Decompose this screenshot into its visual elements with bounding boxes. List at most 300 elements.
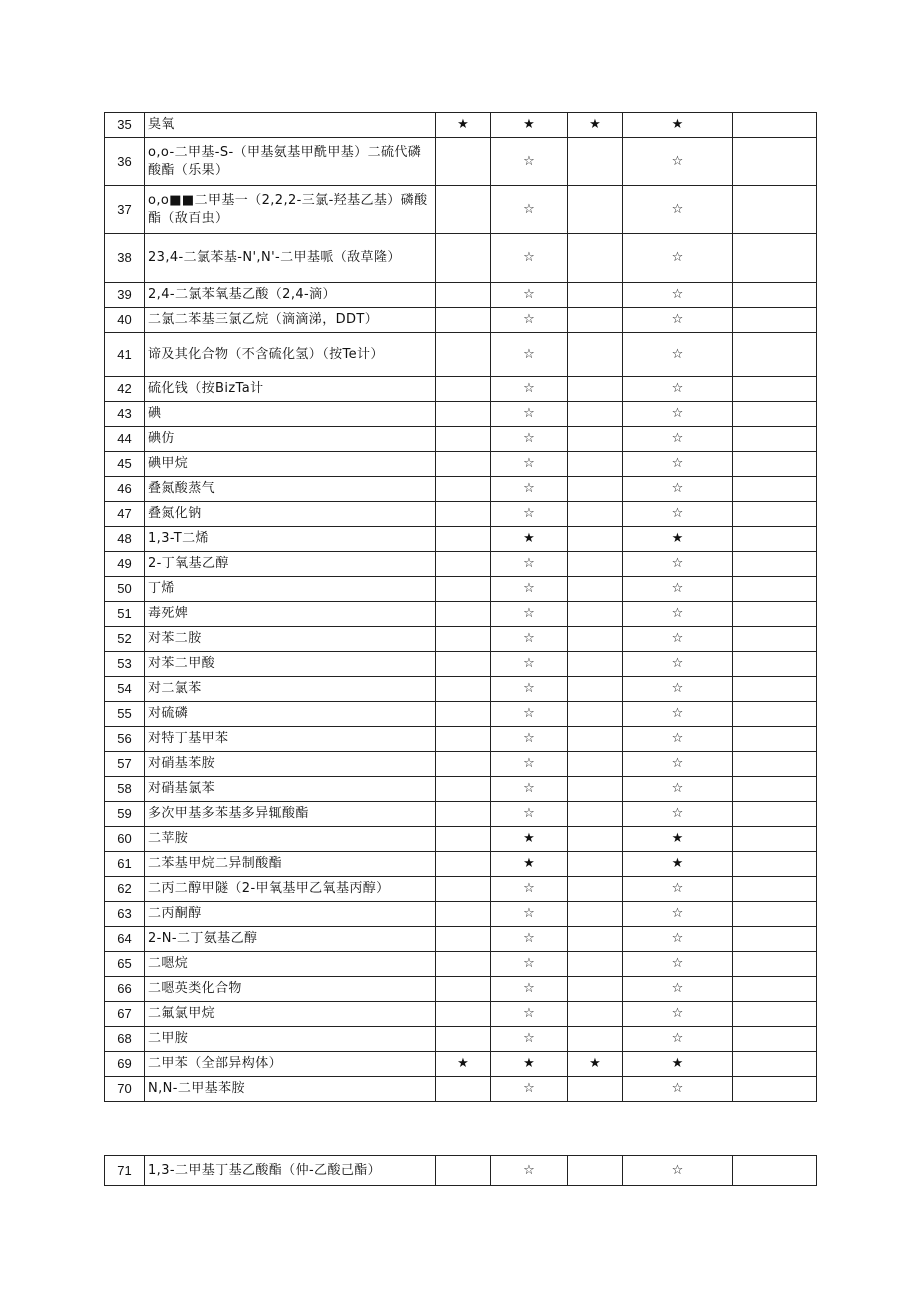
row-number bbox=[105, 602, 145, 627]
substance-name-text: 2-丁氧基乙醇 bbox=[148, 556, 229, 571]
row-number-text: 37 bbox=[117, 201, 132, 217]
mark-cell bbox=[568, 577, 623, 602]
mark-cell bbox=[623, 802, 733, 827]
empty-cell bbox=[733, 308, 817, 333]
mark-cell bbox=[623, 877, 733, 902]
substance-name bbox=[145, 234, 436, 283]
outline-star-icon: ☆ bbox=[671, 881, 684, 896]
mark-cell bbox=[623, 1052, 733, 1077]
row-number-text: 44 bbox=[117, 431, 132, 446]
outline-star-icon: ☆ bbox=[523, 756, 535, 771]
table-row bbox=[105, 527, 817, 552]
mark-cell bbox=[491, 877, 568, 902]
substance-name-text: 二嗯英类化合物 bbox=[148, 981, 242, 996]
mark-cell bbox=[623, 113, 733, 138]
mark-cell bbox=[568, 802, 623, 827]
substance-name-text: 2,4-二氯苯氧基乙酸（2,4-滴） bbox=[148, 287, 336, 302]
mark-cell bbox=[623, 1002, 733, 1027]
filled-star-icon: ★ bbox=[671, 117, 684, 132]
mark-cell bbox=[568, 752, 623, 777]
outline-star-icon: ☆ bbox=[523, 456, 535, 471]
mark-cell bbox=[623, 902, 733, 927]
row-number-text: 67 bbox=[117, 1006, 132, 1021]
outline-star-icon: ☆ bbox=[671, 631, 684, 646]
mark-cell bbox=[623, 777, 733, 802]
outline-star-icon: ☆ bbox=[523, 706, 535, 721]
substance-name-text: 叠氮酸蒸气 bbox=[148, 481, 216, 496]
mark-cell bbox=[568, 602, 623, 627]
substance-name-text: 二氟氯甲烷 bbox=[148, 1006, 216, 1021]
substance-name bbox=[145, 827, 436, 852]
table-row bbox=[105, 927, 817, 952]
table-row bbox=[105, 377, 817, 402]
row-number bbox=[105, 627, 145, 652]
outline-star-icon: ☆ bbox=[523, 906, 535, 921]
mark-cell bbox=[568, 552, 623, 577]
empty-cell bbox=[733, 377, 817, 402]
mark-cell bbox=[568, 427, 623, 452]
table-row bbox=[105, 138, 817, 186]
filled-star-icon: ★ bbox=[457, 1056, 469, 1071]
substance-name-text: 叠氮化钠 bbox=[148, 506, 202, 521]
substance-name-text: N,N-二甲基苯胺 bbox=[148, 1081, 245, 1096]
outline-star-icon: ☆ bbox=[523, 881, 535, 896]
mark-cell bbox=[623, 727, 733, 752]
row-number bbox=[105, 677, 145, 702]
mark-cell bbox=[491, 477, 568, 502]
mark-cell bbox=[491, 377, 568, 402]
mark-cell bbox=[491, 113, 568, 138]
mark-cell bbox=[436, 1156, 491, 1186]
substance-name-text: o,o■■二甲基一（2,2,2-三氯-羟基乙基）磷酸酯（敌百虫） bbox=[148, 192, 428, 226]
row-number bbox=[105, 1027, 145, 1052]
substance-name bbox=[145, 902, 436, 927]
row-number bbox=[105, 502, 145, 527]
mark-cell bbox=[568, 877, 623, 902]
substance-name-text: 谛及其化合物（不含硫化氢）（按Te计） bbox=[148, 346, 384, 362]
row-number-text: 65 bbox=[117, 956, 132, 971]
substance-name-text: 23,4-二氯苯基-N',N'-二甲基哌（敌草隆） bbox=[148, 250, 401, 265]
mark-cell bbox=[568, 283, 623, 308]
substance-name bbox=[145, 427, 436, 452]
outline-star-icon: ☆ bbox=[671, 456, 684, 471]
substance-name-text: 丁烯 bbox=[148, 581, 175, 596]
mark-cell bbox=[436, 752, 491, 777]
mark-cell bbox=[491, 802, 568, 827]
row-number bbox=[105, 777, 145, 802]
table-row bbox=[105, 1027, 817, 1052]
row-number bbox=[105, 283, 145, 308]
outline-star-icon: ☆ bbox=[671, 381, 684, 396]
empty-cell bbox=[733, 652, 817, 677]
mark-cell bbox=[491, 234, 568, 283]
mark-cell bbox=[491, 952, 568, 977]
mark-cell bbox=[491, 427, 568, 452]
mark-cell bbox=[436, 902, 491, 927]
mark-cell bbox=[568, 452, 623, 477]
outline-star-icon: ☆ bbox=[523, 556, 535, 571]
substance-name bbox=[145, 852, 436, 877]
mark-cell bbox=[568, 727, 623, 752]
filled-star-icon: ★ bbox=[457, 117, 469, 132]
table-row bbox=[105, 677, 817, 702]
row-number bbox=[105, 138, 145, 186]
mark-cell bbox=[436, 952, 491, 977]
mark-cell bbox=[436, 602, 491, 627]
mark-cell bbox=[436, 1002, 491, 1027]
substance-name bbox=[145, 308, 436, 333]
substance-name bbox=[145, 927, 436, 952]
outline-star-icon: ☆ bbox=[671, 806, 684, 821]
substance-name bbox=[145, 602, 436, 627]
empty-cell bbox=[733, 452, 817, 477]
mark-cell bbox=[568, 902, 623, 927]
row-number-text: 39 bbox=[117, 287, 132, 302]
mark-cell bbox=[568, 1156, 623, 1186]
mark-cell bbox=[436, 308, 491, 333]
empty-cell bbox=[733, 138, 817, 186]
empty-cell bbox=[733, 977, 817, 1002]
filled-star-icon: ★ bbox=[523, 117, 535, 132]
row-number-text: 38 bbox=[117, 250, 132, 265]
mark-cell bbox=[436, 1077, 491, 1102]
table-row bbox=[105, 402, 817, 427]
mark-cell bbox=[623, 977, 733, 1002]
table-row bbox=[105, 234, 817, 283]
mark-cell bbox=[436, 977, 491, 1002]
mark-cell bbox=[623, 1156, 733, 1186]
substance-name bbox=[145, 552, 436, 577]
substance-name bbox=[145, 952, 436, 977]
substance-name bbox=[145, 652, 436, 677]
mark-cell bbox=[568, 186, 623, 234]
mark-cell bbox=[623, 138, 733, 186]
mark-cell bbox=[568, 702, 623, 727]
row-number bbox=[105, 186, 145, 234]
row-number-text: 49 bbox=[117, 556, 132, 571]
substance-name-text: 对苯二胺 bbox=[148, 631, 202, 646]
substance-name bbox=[145, 577, 436, 602]
mark-cell bbox=[491, 677, 568, 702]
mark-cell bbox=[623, 377, 733, 402]
outline-star-icon: ☆ bbox=[671, 406, 684, 421]
outline-star-icon: ☆ bbox=[671, 312, 684, 327]
mark-cell bbox=[623, 452, 733, 477]
mark-cell bbox=[491, 627, 568, 652]
substance-name bbox=[145, 802, 436, 827]
substance-name-text: 碘甲烷 bbox=[148, 456, 189, 471]
table-row bbox=[105, 1002, 817, 1027]
outline-star-icon: ☆ bbox=[523, 981, 535, 996]
table-row bbox=[105, 952, 817, 977]
mark-cell bbox=[623, 677, 733, 702]
mark-cell bbox=[491, 1027, 568, 1052]
substance-name-text: 二甲胺 bbox=[148, 1031, 189, 1046]
empty-cell bbox=[733, 777, 817, 802]
row-number-text: 46 bbox=[117, 481, 132, 496]
mark-cell bbox=[436, 527, 491, 552]
mark-cell bbox=[436, 877, 491, 902]
mark-cell bbox=[568, 977, 623, 1002]
continued-table bbox=[104, 1155, 817, 1186]
mark-cell bbox=[436, 777, 491, 802]
row-number-text: 70 bbox=[117, 1081, 132, 1096]
filled-star-icon: ★ bbox=[671, 856, 684, 871]
mark-cell bbox=[623, 602, 733, 627]
mark-cell bbox=[623, 652, 733, 677]
row-number-text: 64 bbox=[117, 931, 132, 946]
empty-cell bbox=[733, 234, 817, 283]
table-row bbox=[105, 752, 817, 777]
row-number bbox=[105, 927, 145, 952]
mark-cell bbox=[436, 627, 491, 652]
mark-cell bbox=[436, 186, 491, 234]
outline-star-icon: ☆ bbox=[523, 381, 535, 396]
mark-cell bbox=[491, 1156, 568, 1186]
empty-cell bbox=[733, 502, 817, 527]
mark-cell bbox=[623, 308, 733, 333]
mark-cell bbox=[491, 1052, 568, 1077]
table-row bbox=[105, 652, 817, 677]
substance-name bbox=[145, 727, 436, 752]
row-number-text: 42 bbox=[117, 381, 132, 396]
mark-cell bbox=[491, 452, 568, 477]
table-row bbox=[105, 1052, 817, 1077]
substance-name bbox=[145, 1052, 436, 1077]
row-number-text: 51 bbox=[117, 606, 132, 621]
empty-cell bbox=[733, 552, 817, 577]
outline-star-icon: ☆ bbox=[671, 706, 684, 721]
substance-name bbox=[145, 627, 436, 652]
outline-star-icon: ☆ bbox=[523, 287, 535, 302]
substance-name-text: 二苹胺 bbox=[148, 831, 189, 846]
mark-cell bbox=[491, 1002, 568, 1027]
mark-cell bbox=[568, 927, 623, 952]
row-number bbox=[105, 752, 145, 777]
mark-cell bbox=[436, 283, 491, 308]
outline-star-icon: ☆ bbox=[523, 1081, 535, 1096]
row-number bbox=[105, 652, 145, 677]
mark-cell bbox=[568, 1052, 623, 1077]
mark-cell bbox=[623, 952, 733, 977]
table-row bbox=[105, 308, 817, 333]
empty-cell bbox=[733, 627, 817, 652]
mark-cell bbox=[436, 552, 491, 577]
row-number bbox=[105, 427, 145, 452]
mark-cell bbox=[623, 527, 733, 552]
outline-star-icon: ☆ bbox=[671, 606, 684, 621]
mark-cell bbox=[491, 308, 568, 333]
row-number bbox=[105, 552, 145, 577]
empty-cell bbox=[733, 283, 817, 308]
outline-star-icon: ☆ bbox=[523, 806, 535, 821]
filled-star-icon: ★ bbox=[589, 1056, 601, 1071]
table-row bbox=[105, 877, 817, 902]
mark-cell bbox=[491, 333, 568, 377]
substance-name bbox=[145, 1077, 436, 1102]
mark-cell bbox=[436, 727, 491, 752]
empty-cell bbox=[733, 527, 817, 552]
substance-name bbox=[145, 877, 436, 902]
substance-name bbox=[145, 702, 436, 727]
mark-cell bbox=[623, 402, 733, 427]
row-number bbox=[105, 234, 145, 283]
mark-cell bbox=[623, 702, 733, 727]
empty-cell bbox=[733, 877, 817, 902]
substance-name bbox=[145, 113, 436, 138]
table-row bbox=[105, 427, 817, 452]
empty-cell bbox=[733, 333, 817, 377]
substance-name bbox=[145, 1156, 436, 1186]
table-row bbox=[105, 502, 817, 527]
substance-name-text: 对特丁基甲苯 bbox=[148, 731, 229, 746]
outline-star-icon: ☆ bbox=[523, 1162, 535, 1178]
outline-star-icon: ☆ bbox=[671, 201, 684, 217]
mark-cell bbox=[491, 727, 568, 752]
mark-cell bbox=[568, 234, 623, 283]
row-number bbox=[105, 113, 145, 138]
table-row bbox=[105, 577, 817, 602]
mark-cell bbox=[623, 752, 733, 777]
row-number-text: 48 bbox=[117, 531, 132, 546]
filled-star-icon: ★ bbox=[523, 1056, 535, 1071]
outline-star-icon: ☆ bbox=[523, 1031, 535, 1046]
mark-cell bbox=[568, 652, 623, 677]
mark-cell bbox=[436, 852, 491, 877]
empty-cell bbox=[733, 1156, 817, 1186]
mark-cell bbox=[491, 283, 568, 308]
substance-name bbox=[145, 1002, 436, 1027]
table-row bbox=[105, 477, 817, 502]
empty-cell bbox=[733, 827, 817, 852]
substance-name bbox=[145, 138, 436, 186]
row-number bbox=[105, 827, 145, 852]
outline-star-icon: ☆ bbox=[523, 656, 535, 671]
empty-cell bbox=[733, 802, 817, 827]
substance-name-text: 二丙酮醇 bbox=[148, 906, 202, 921]
substance-name-text: 1,3-T二烯 bbox=[148, 531, 209, 546]
table-row bbox=[105, 186, 817, 234]
mark-cell bbox=[491, 652, 568, 677]
mark-cell bbox=[623, 186, 733, 234]
substance-name bbox=[145, 186, 436, 234]
row-number-text: 45 bbox=[117, 456, 132, 471]
empty-cell bbox=[733, 852, 817, 877]
empty-cell bbox=[733, 702, 817, 727]
outline-star-icon: ☆ bbox=[671, 556, 684, 571]
table-row bbox=[105, 827, 817, 852]
substance-name-text: 二甲苯（全部异构体） bbox=[148, 1056, 283, 1071]
mark-cell bbox=[623, 852, 733, 877]
empty-cell bbox=[733, 727, 817, 752]
outline-star-icon: ☆ bbox=[523, 631, 535, 646]
row-number-text: 56 bbox=[117, 731, 132, 746]
row-number-text: 69 bbox=[117, 1056, 132, 1071]
row-number bbox=[105, 452, 145, 477]
row-number-text: 41 bbox=[117, 346, 132, 362]
row-number-text: 36 bbox=[117, 153, 132, 169]
empty-cell bbox=[733, 677, 817, 702]
outline-star-icon: ☆ bbox=[671, 981, 684, 996]
mark-cell bbox=[623, 927, 733, 952]
row-number bbox=[105, 333, 145, 377]
mark-cell bbox=[623, 1077, 733, 1102]
mark-cell bbox=[436, 427, 491, 452]
outline-star-icon: ☆ bbox=[671, 1162, 684, 1178]
substance-name bbox=[145, 502, 436, 527]
outline-star-icon: ☆ bbox=[523, 153, 535, 169]
mark-cell bbox=[568, 377, 623, 402]
empty-cell bbox=[733, 186, 817, 234]
mark-cell bbox=[491, 752, 568, 777]
mark-cell bbox=[436, 138, 491, 186]
row-number-text: 53 bbox=[117, 656, 132, 671]
outline-star-icon: ☆ bbox=[671, 906, 684, 921]
row-number bbox=[105, 308, 145, 333]
outline-star-icon: ☆ bbox=[671, 581, 684, 596]
substance-name-text: 碘 bbox=[148, 406, 162, 421]
table-row bbox=[105, 702, 817, 727]
row-number-text: 52 bbox=[117, 631, 132, 646]
mark-cell bbox=[568, 1077, 623, 1102]
row-number bbox=[105, 727, 145, 752]
mark-cell bbox=[436, 802, 491, 827]
table-row bbox=[105, 1156, 817, 1186]
empty-cell bbox=[733, 1002, 817, 1027]
outline-star-icon: ☆ bbox=[671, 250, 684, 265]
outline-star-icon: ☆ bbox=[523, 731, 535, 746]
outline-star-icon: ☆ bbox=[671, 781, 684, 796]
mark-cell bbox=[491, 977, 568, 1002]
row-number-text: 59 bbox=[117, 806, 132, 821]
row-number bbox=[105, 477, 145, 502]
substance-name-text: 臭氧 bbox=[148, 117, 175, 132]
row-number bbox=[105, 1052, 145, 1077]
substance-name-text: 二嗯烷 bbox=[148, 956, 189, 971]
mark-cell bbox=[491, 602, 568, 627]
row-number bbox=[105, 802, 145, 827]
row-number-text: 61 bbox=[117, 856, 132, 871]
row-number-text: 62 bbox=[117, 881, 132, 896]
outline-star-icon: ☆ bbox=[671, 956, 684, 971]
outline-star-icon: ☆ bbox=[671, 481, 684, 496]
mark-cell bbox=[491, 777, 568, 802]
substance-name bbox=[145, 527, 436, 552]
outline-star-icon: ☆ bbox=[523, 406, 535, 421]
row-number-text: 66 bbox=[117, 981, 132, 996]
table-row bbox=[105, 452, 817, 477]
row-number bbox=[105, 577, 145, 602]
mark-cell bbox=[568, 138, 623, 186]
substance-name-text: o,o-二甲基-S-（甲基氨基甲酰甲基）二硫代磷酸酯（乐果） bbox=[148, 144, 422, 178]
table-row bbox=[105, 627, 817, 652]
outline-star-icon: ☆ bbox=[523, 781, 535, 796]
substance-name bbox=[145, 377, 436, 402]
empty-cell bbox=[733, 1052, 817, 1077]
substance-name bbox=[145, 283, 436, 308]
table-row bbox=[105, 333, 817, 377]
table-row bbox=[105, 552, 817, 577]
outline-star-icon: ☆ bbox=[671, 153, 684, 169]
outline-star-icon: ☆ bbox=[671, 931, 684, 946]
mark-cell bbox=[623, 502, 733, 527]
substance-name-text: 对硝基氯苯 bbox=[148, 781, 216, 796]
mark-cell bbox=[491, 852, 568, 877]
mark-cell bbox=[623, 234, 733, 283]
empty-cell bbox=[733, 902, 817, 927]
mark-cell bbox=[436, 452, 491, 477]
row-number-text: 50 bbox=[117, 581, 132, 596]
